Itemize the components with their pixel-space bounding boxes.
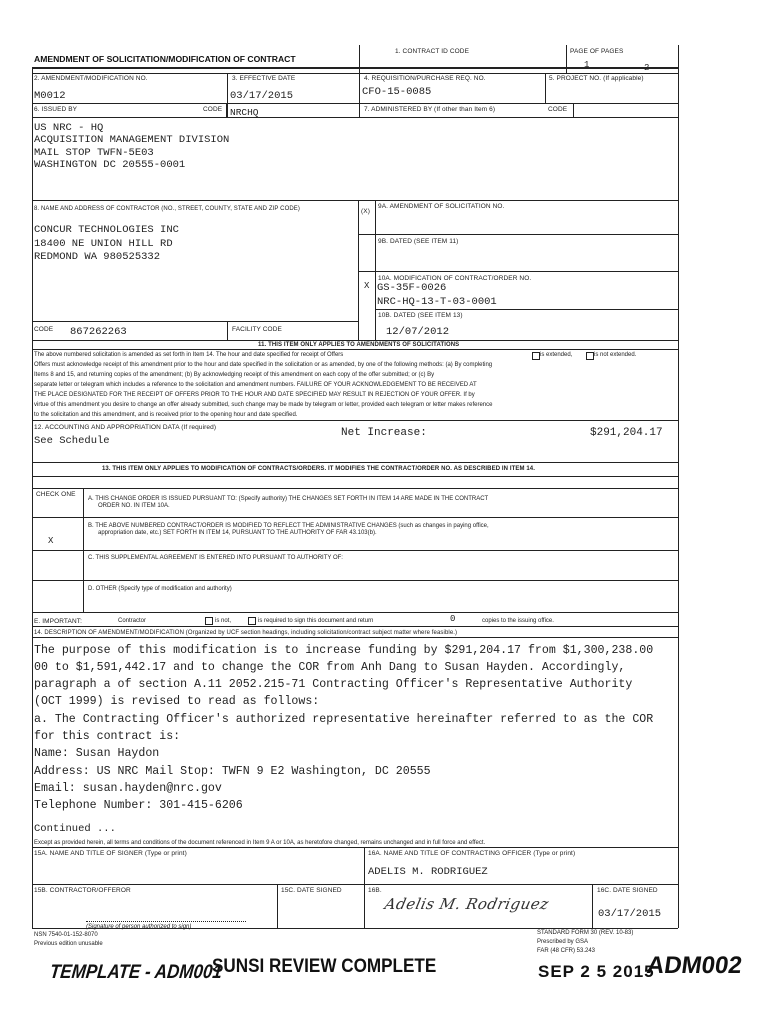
item-11-line-6: virtue of this amendment you desire to change an offer already submitted, such change may be made by telegram or letter, provided each telegram or letter makes reference (34, 402, 493, 408)
col-check (83, 488, 84, 612)
standard-form: STANDARD FORM 30 (REV. 10-83) (537, 930, 634, 936)
description-line-5: a. The Contracting Officer's authorized representative hereinafter referred to as the COR (34, 713, 654, 726)
col-page (566, 45, 567, 73)
rule-13-sub (32, 476, 678, 477)
previous-edition: Previous edition unusable (34, 941, 103, 947)
issued-by-code-value: NRCHQ (230, 107, 259, 118)
dated-9b-label: 9B. DATED (SEE ITEM 11) (378, 238, 459, 245)
net-increase-label: Net Increase: (341, 427, 427, 439)
rule-15b (32, 928, 678, 929)
officer-signature-label: 16B. (368, 887, 382, 894)
contractor-line-3: REDMOND WA 980525332 (34, 251, 161, 263)
form-title: AMENDMENT OF SOLICITATION/MODIFICATION OF CONTRACT (34, 54, 296, 64)
item-11-header: 11. THIS ITEM ONLY APPLIES TO AMENDMENTS OF SOLICITATIONS (258, 342, 460, 348)
contractor-code-label: CODE (34, 326, 54, 333)
item-13b: B. THE ABOVE NUMBERED CONTRACT/ORDER IS MODIFIED TO REFLECT THE ADMINISTRATIVE CHANGES (such as changes in paying office, (88, 523, 489, 529)
contracting-officer-label: 16A. NAME AND TITLE OF CONTRACTING OFFICER (Type or print) (368, 850, 576, 857)
rule-3 (32, 103, 678, 104)
dated-10b-value: 12/07/2012 (386, 326, 450, 338)
rule-top (32, 67, 678, 69)
description-line-6: for this contract is: (34, 730, 181, 743)
col-16c (592, 884, 593, 928)
rule-11-sub (32, 349, 678, 350)
sunsi-stamp: SUNSI REVIEW COMPLETE (212, 956, 437, 977)
col-code (226, 103, 227, 117)
template-stamp: TEMPLATE - ADM001 (48, 960, 224, 983)
amendment-no-label: 2. AMENDMENT/MODIFICATION NO. (34, 75, 148, 82)
item-13b-mark: X (48, 536, 54, 546)
rule-13d (32, 580, 678, 581)
page-number: 1 (584, 60, 590, 70)
contractor-line-1: CONCUR TECHNOLOGIES INC (34, 224, 179, 236)
rule-10a (375, 309, 678, 310)
officer-date-signed-value: 03/17/2015 (598, 908, 662, 920)
is-not-extended-checkbox[interactable] (586, 352, 594, 360)
rule-12 (32, 420, 678, 421)
page-label: PAGE OF PAGES (570, 48, 624, 55)
rule-14-sub (32, 637, 678, 638)
col-5 (545, 73, 546, 103)
rule-11-top (32, 340, 678, 341)
issued-by-line-2: ACQUISITION MANAGEMENT DIVISION (34, 134, 230, 146)
modification-mark: X (364, 281, 370, 291)
item-11-line-2: Offers must acknowledge receipt of this amendment prior to the hour and date specified in the solicitation or as amended, by one of the following methods: (a) By completing (34, 362, 493, 368)
rule-13b (32, 517, 678, 518)
requisition-no-value: CFO-15-0085 (362, 86, 432, 98)
rule-2 (32, 73, 678, 74)
issued-by-label: 6. ISSUED BY (34, 106, 78, 113)
description-line-3: paragraph a of section A.11 2052.215-71 Contracting Officer's Representative Authority (34, 678, 633, 691)
description-line-7: Name: Susan Haydon (34, 747, 160, 760)
modification-contract-label: 10A. MODIFICATION OF CONTRACT/ORDER NO. (378, 275, 532, 282)
description-line-8: Address: US NRC Mail Stop: TWFN 9 E2 Washington, DC 20555 (34, 765, 431, 778)
item-13a-cont: ORDER NO. IN ITEM 10A. (98, 503, 170, 509)
col-8 (358, 200, 359, 340)
rule-9a (358, 234, 678, 235)
contract-id-label: 1. CONTRACT ID CODE (395, 48, 470, 55)
is-not-checkbox[interactable] (205, 617, 213, 625)
item-11-line-4: separate letter or telegram which includes a reference to the solicitation and amendment numbers. FAILURE OF YOUR ACKNOWLEDGEMENT TO BE RECEIVED AT (34, 382, 477, 388)
item-13a: A. THIS CHANGE ORDER IS ISSUED PURSUANT TO: (Specify authority) THE CHANGES SET FORTH IN ITEM 14 ARE MADE IN THE CONTRACT (88, 496, 489, 502)
effective-date-value: 03/17/2015 (230, 90, 294, 102)
contracting-officer-value: ADELIS M. RODRIGUEZ (368, 866, 488, 878)
facility-code-label: FACILITY CODE (232, 326, 282, 333)
border-right (678, 45, 679, 928)
contractor-code-value: 867262263 (70, 326, 127, 338)
description-label: 14. DESCRIPTION OF AMENDMENT/MODIFICATION (Organized by UCF section headings, including solicitation/contract subject matter where feasible.) (34, 630, 458, 636)
is-required-checkbox[interactable] (248, 617, 256, 625)
accounting-data-value: See Schedule (34, 435, 110, 447)
contractor-date-signed-label: 15C. DATE SIGNED (281, 887, 342, 894)
rule-code (32, 321, 358, 322)
adm-stamp: ADM002 (645, 952, 744, 979)
copies-count: 0 (450, 614, 456, 624)
rule-13a (32, 488, 678, 489)
check-x-label: (X) (361, 208, 370, 215)
project-no-label: 5. PROJECT NO. (If applicable) (549, 75, 644, 82)
border-left (32, 67, 33, 928)
accounting-data-label: 12. ACCOUNTING AND APPROPRIATION DATA (If required) (34, 424, 217, 431)
issued-by-line-1: US NRC - HQ (34, 122, 104, 134)
requisition-no-label: 4. REQUISITION/PURCHASE REQ. NO. (364, 75, 486, 82)
rule-sig (86, 921, 246, 922)
nsn: NSN 7540-01-152-8070 (34, 932, 98, 938)
item-11-is-extended: is extended, (540, 352, 573, 358)
col-7code (573, 103, 574, 117)
is-extended-checkbox[interactable] (532, 352, 540, 360)
contractor-offeror-label: 15B. CONTRACTOR/OFFEROR (34, 887, 131, 894)
description-line-1: The purpose of this modification is to increase funding by $291,204.17 from $1,300,238.00 (34, 644, 654, 657)
officer-signature: Adelis M. Rodriguez (383, 895, 551, 913)
rule-5 (32, 200, 678, 201)
description-line-9: Email: susan.hayden@nrc.gov (34, 782, 222, 795)
item-11-line-1: The above numbered solicitation is amended as set forth in Item 14. The hour and date specified for receipt of Offers (34, 352, 344, 358)
signature-person-label: (Signature of person authorized to sign) (86, 924, 192, 930)
dated-10b-label: 10B. DATED (SEE ITEM 13) (378, 312, 463, 319)
col-15c (277, 884, 278, 928)
amendment-no-value: M0012 (34, 90, 66, 102)
item-11-line-7: to the solicitation and this amendment, and is received prior to the opening hour and date specified. (34, 412, 298, 418)
description-line-4: (OCT 1999) is revised to read as follows: (34, 695, 320, 708)
net-increase-value: $291,204.17 (590, 427, 663, 439)
officer-date-signed-label: 16C. DATE SIGNED (597, 887, 658, 894)
rule-e (32, 612, 678, 613)
item-11-line-5: THE PLACE DESIGNATED FOR THE RECEIPT OF OFFERS PRIOR TO THE HOUR AND DATE SPECIFIED MAY RESULT IN REJECTION OF YOUR OFFER. If by (34, 392, 475, 398)
description-line-10: Telephone Number: 301-415-6206 (34, 799, 243, 812)
check-one-label: CHECK ONE (36, 491, 76, 498)
amendment-solicitation-label: 9A. AMENDMENT OF SOLICITATION NO. (378, 203, 505, 210)
rule-15 (32, 847, 678, 848)
contractor-line-2: 18400 NE UNION HILL RD (34, 238, 173, 250)
continued-text: Continued ... (34, 823, 116, 835)
contractor-address-label: 8. NAME AND ADDRESS OF CONTRACTOR (NO., STREET, COUNTY, STATE AND ZIP CODE) (34, 206, 300, 212)
item-13-header: 13. THIS ITEM ONLY APPLIES TO MODIFICATION OF CONTRACTS/ORDERS. IT MODIFIES THE CONTRACT/ORDER NO. AS DESCRIBED IN ITEM 14. (102, 466, 535, 472)
rule-9b (358, 271, 678, 272)
issued-by-line-4: WASHINGTON DC 20555-0001 (34, 159, 186, 171)
rule-15a (32, 884, 678, 885)
administered-by-label: 7. ADMINISTERED BY (If other than Item 6) (364, 106, 496, 113)
date-stamp: SEP 2 5 2015 (538, 962, 655, 981)
col-8x (375, 200, 376, 340)
is-not-option: is not, (215, 618, 232, 624)
administered-by-code-label: CODE (548, 106, 568, 113)
col-facility (227, 321, 228, 340)
except-text: Except as provided herein, all terms and conditions of the document referenced in Item 9 A or 10A, as heretofore changed, remains unchanged and in full force and effect. (34, 840, 486, 846)
contractor-word: Contractor (118, 618, 147, 624)
far-reference: FAR (48 CFR) 53.243 (537, 948, 596, 954)
item-13c: C. THIS SUPPLEMENTAL AGREEMENT IS ENTERED INTO PURSUANT TO AUTHORITY OF: (88, 555, 343, 561)
modification-contract-value-1: GS-35F-0026 (377, 282, 447, 294)
page-total: 2 (644, 63, 650, 73)
col-4 (359, 45, 360, 117)
item-13d: D. OTHER (Specify type of modification and authority) (88, 586, 232, 592)
rule-13-top (32, 462, 678, 463)
item-13b-cont: appropriation date, etc.) SET FORTH IN ITEM 14, PURSUANT TO THE AUTHORITY OF FAR 43.103(b). (98, 530, 377, 536)
rule-13c (32, 550, 678, 551)
effective-date-label: 3. EFFECTIVE DATE (232, 75, 296, 82)
issued-by-code-label: CODE (203, 106, 223, 113)
issued-by-line-3: MAIL STOP TWFN-5E03 (34, 147, 154, 159)
col-3 (227, 73, 228, 117)
copies-text: copies to the issuing office. (482, 618, 554, 624)
signer-name-label: 15A. NAME AND TITLE OF SIGNER (Type or print) (34, 850, 187, 857)
important-label: E. IMPORTANT: (34, 618, 83, 625)
rule-14 (32, 626, 678, 627)
modification-contract-value-2: NRC-HQ-13-T-03-0001 (377, 296, 497, 308)
item-11-is-not-extended: is not extended. (594, 352, 637, 358)
col-15-mid (364, 847, 365, 928)
rule-4 (32, 117, 678, 118)
is-required-text: is required to sign this document and return (258, 618, 374, 624)
description-line-2: 00 to $1,591,442.17 and to change the COR from Anh Dang to Susan Hayden. Accordingly, (34, 661, 626, 674)
prescribed-by: Prescribed by GSA (537, 939, 589, 945)
item-11-line-3: Items 8 and 15, and returning copies of the amendment; (b) By acknowledging receipt of this amendment on each copy of the offer submitted; or (c) By (34, 372, 435, 378)
